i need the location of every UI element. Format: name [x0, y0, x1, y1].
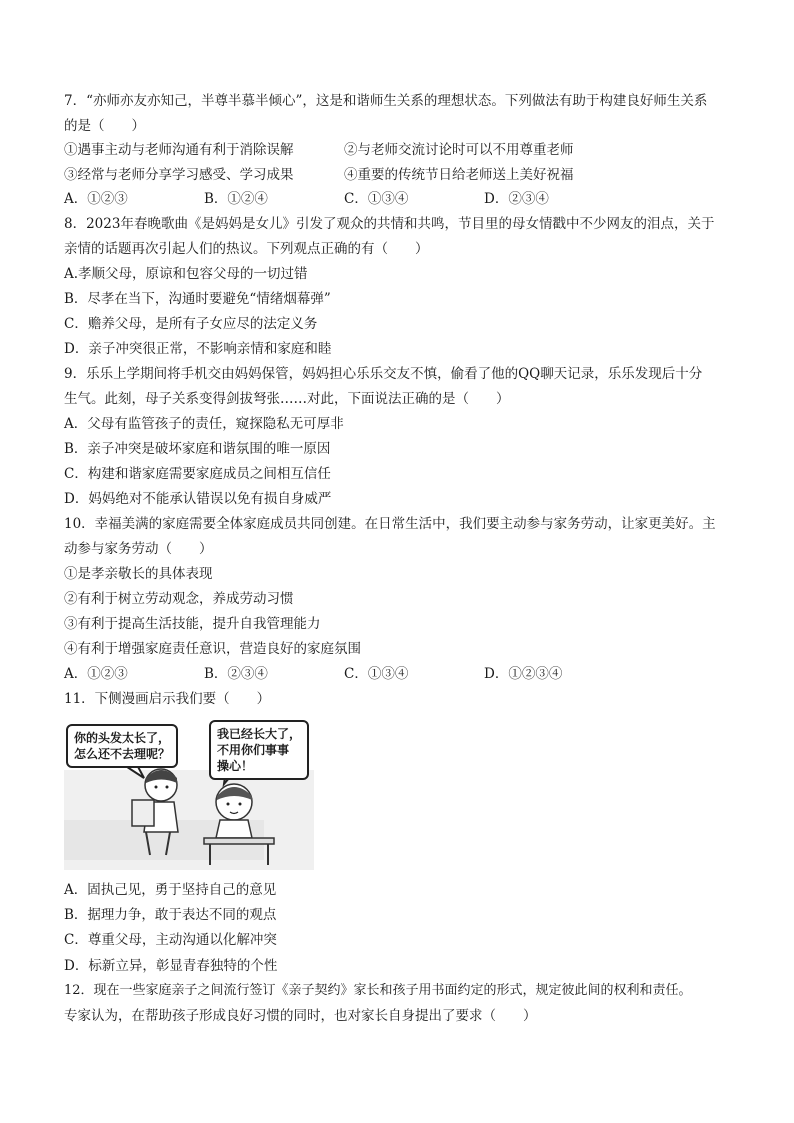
q7-statement-4: ④重要的传统节日给老师送上美好祝福	[344, 167, 574, 183]
q7-option-d[interactable]: D．②③④	[484, 191, 549, 207]
q12-stem-line1: 12．现在一些家庭亲子之间流行签订《亲子契约》家长和孩子用书面约定的形式，规定彼此间的权利和责任。	[64, 983, 692, 998]
q11-stem: 11．下侧漫画启示我们要（ ）	[64, 691, 271, 707]
q10-option-b[interactable]: B．②③④	[204, 666, 268, 682]
comic-bubble-left	[66, 724, 178, 768]
q9-option-b[interactable]: B．亲子冲突是破坏家庭和谐氛围的唯一原因	[64, 441, 331, 457]
q11-option-b[interactable]: B．据理力争，敢于表达不同的观点	[64, 907, 277, 923]
q7-option-b[interactable]: B．①②④	[204, 191, 268, 207]
q11-option-a[interactable]: A．固执己见，勇于坚持自己的意见	[64, 882, 277, 898]
q8-stem-line2: 亲情的话题再次引起人们的热议。下列观点正确的有（ ）	[64, 241, 429, 257]
q10-statement-2: ②有利于树立劳动观念，养成劳动习惯	[64, 591, 294, 607]
q8-option-c[interactable]: C．赡养父母，是所有子女应尽的法定义务	[64, 316, 318, 332]
q7-stem-line1: 7．“亦师亦友亦知己，半尊半慕半倾心”，这是和谐师生关系的理想状态。下列做法有助于构建良好师生关系	[64, 93, 708, 109]
q8-option-d[interactable]: D．亲子冲突很正常，不影响亲情和家庭和睦	[64, 341, 332, 357]
q9-option-c[interactable]: C．构建和谐家庭需要家庭成员之间相互信任	[64, 466, 331, 482]
q7-option-a[interactable]: A．①②③	[64, 191, 128, 207]
q7-option-c[interactable]: C．①③④	[344, 191, 409, 207]
q11-option-c[interactable]: C．尊重父母，主动沟通以化解冲突	[64, 932, 277, 948]
q7-statement-2: ②与老师交流讨论时可以不用尊重老师	[344, 142, 574, 158]
q8-stem-line1: 8．2023年春晚歌曲《是妈妈是女儿》引发了观众的共情和共鸣，节目里的母女情戳中不少网友的泪点，关于	[64, 216, 715, 232]
q10-statement-1: ①是孝亲敬长的具体表现	[64, 566, 213, 582]
q10-option-c[interactable]: C．①③④	[344, 666, 409, 682]
q7-stem-line2: 的是（ ）	[64, 118, 145, 134]
q11-option-d[interactable]: D．标新立异，彰显青春独特的个性	[64, 958, 278, 974]
q7-statement-1: ①遇事主动与老师沟通有利于消除误解	[64, 142, 294, 158]
q9-option-a[interactable]: A．父母有监管孩子的责任，窥探隐私无可厚非	[64, 416, 344, 432]
comic-bubble-right	[209, 720, 309, 780]
q10-option-a[interactable]: A．①②③	[64, 666, 128, 682]
q9-option-d[interactable]: D．妈妈绝对不能承认错误以免有损自身威严	[64, 491, 332, 507]
comic-bubble-left-text: 你的头发太长了， 怎么还不去理呢？	[74, 731, 171, 761]
q10-statement-3: ③有利于提高生活技能，提升自我管理能力	[64, 616, 321, 632]
q11-comic	[64, 720, 314, 870]
q12-stem-line2: 专家认为，在帮助孩子形成良好习惯的同时，也对家长自身提出了要求（ ）	[64, 1008, 537, 1024]
q8-option-b[interactable]: B．尽孝在当下，沟通时要避免“情绪烟幕弹”	[64, 291, 331, 307]
q7-statement-3: ③经常与老师分享学习感受、学习成果	[64, 167, 294, 183]
q8-option-a[interactable]: A.孝顺父母，原谅和包容父母的一切过错	[64, 266, 308, 282]
q9-stem-line2: 生气。此刻，母子关系变得剑拔弩张……对此，下面说法正确的是（ ）	[64, 391, 510, 407]
q10-statement-4: ④有利于增强家庭责任意识，营造良好的家庭氛围	[64, 641, 361, 657]
q10-option-d[interactable]: D．①②③④	[484, 666, 563, 682]
q10-stem-line2: 动参与家务劳动（ ）	[64, 541, 213, 557]
comic-bubble-right-text: 我已经长大了， 不用你们事事 操心！	[217, 727, 302, 773]
q10-stem-line1: 10．幸福美满的家庭需要全体家庭成员共同创建。在日常生活中，我们要主动参与家务劳动，让家更美好。主	[64, 516, 716, 532]
q9-stem-line1: 9．乐乐上学期间将手机交由妈妈保管，妈妈担心乐乐交友不慎，偷看了他的QQ聊天记录，乐乐发现后十分	[64, 366, 703, 382]
